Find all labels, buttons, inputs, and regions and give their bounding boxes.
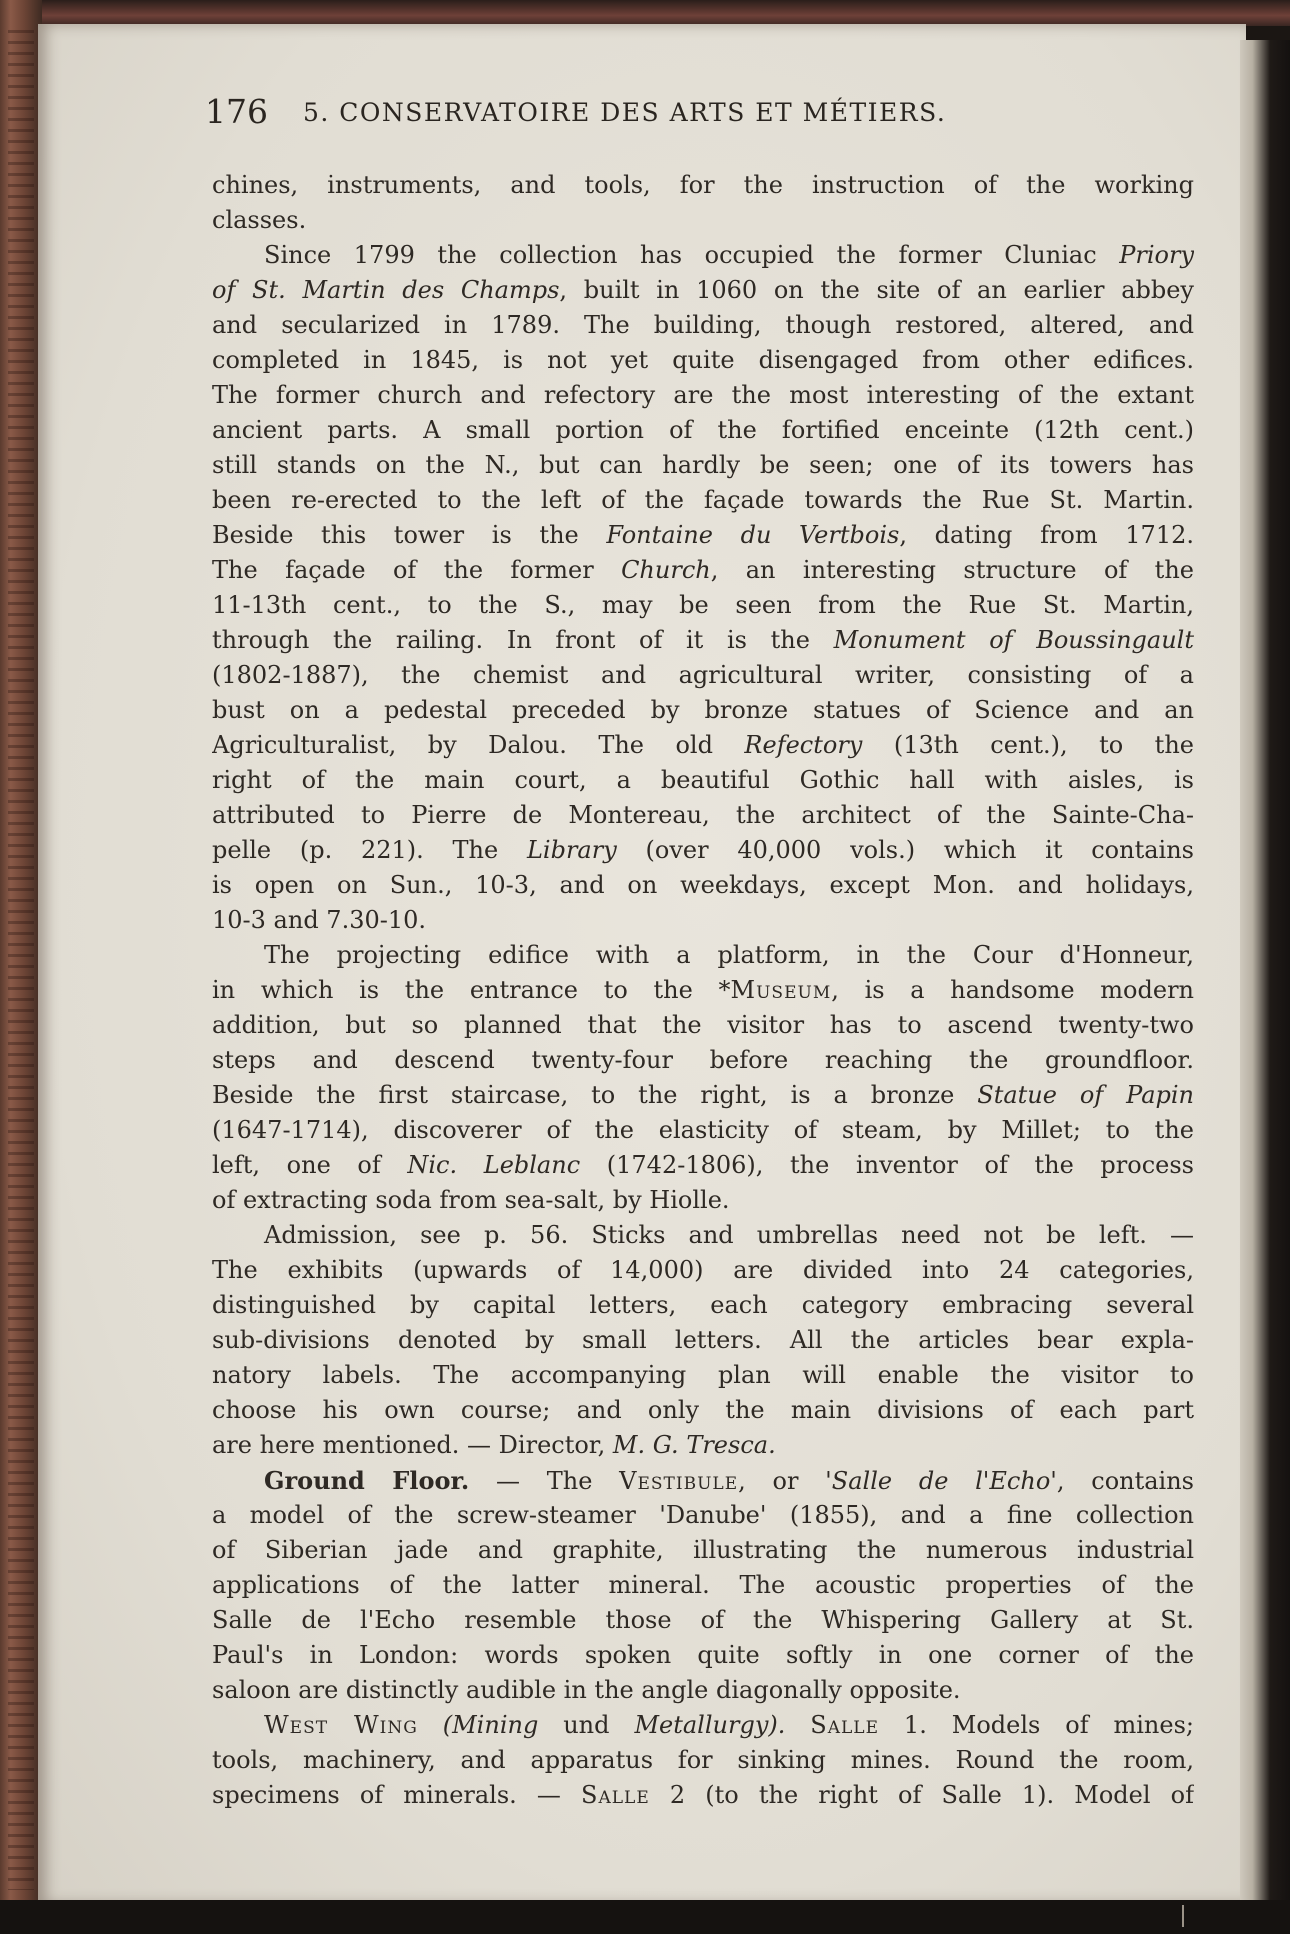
text-line: of extracting soda from sea-salt, by Hiolle. (212, 1186, 730, 1214)
text-line: West Wing (Mining und Metallurgy). Salle 1. Models of mines; (264, 1711, 1194, 1739)
text-line: The façade of the former Church, an interesting structure of the (212, 556, 1194, 584)
page-right-edge (1240, 40, 1290, 1900)
text-line: attributed to Pierre de Montereau, the architect of the Sainte-Cha- (212, 801, 1194, 829)
text-line: a model of the screw-steamer 'Danube' (1855), and a fine collection (212, 1501, 1194, 1529)
text-line: classes. (212, 206, 307, 234)
text-line: completed in 1845, is not yet quite disengaged from other edifices. (212, 346, 1194, 374)
text-line: distinguished by capital letters, each category embracing several (212, 1291, 1194, 1319)
book-spine (0, 0, 42, 1934)
text-line: (1802-1887), the chemist and agricultural writer, consisting of a (212, 661, 1194, 689)
text-line: steps and descend twenty-four before reaching the groundfloor. (212, 1046, 1194, 1074)
text-line: bust on a pedestal preceded by bronze statues of Science and an (212, 696, 1194, 724)
page-mark (1182, 1905, 1184, 1927)
text-line: Ground Floor. — The Vestibule, or 'Salle de l'Echo', contains (264, 1466, 1194, 1495)
text-line: choose his own course; and only the main divisions of each part (212, 1396, 1194, 1424)
text-line: Beside this tower is the Fontaine du Vertbois, dating from 1712. (212, 521, 1194, 549)
text-line: is open on Sun., 10-3, and on weekdays, except Mon. and holidays, (212, 871, 1194, 899)
text-line: left, one of Nic. Leblanc (1742-1806), the inventor of the process (212, 1151, 1194, 1179)
text-line: Paul's in London: words spoken quite softly in one corner of the (212, 1641, 1194, 1669)
running-title: 5. CONSERVATOIRE DES ARTS ET MÉTIERS. (303, 98, 947, 127)
body-text (212, 168, 1194, 1813)
text-line: The projecting edifice with a platform, in the Cour d'Honneur, (264, 941, 1194, 969)
text-line: of St. Martin des Champs, built in 1060 on the site of an earlier abbey (212, 276, 1194, 304)
text-line: addition, but so planned that the visitor has to ascend twenty-two (212, 1011, 1194, 1039)
text-line: Since 1799 the collection has occupied the former Cluniac Priory (264, 241, 1194, 269)
text-line: are here mentioned. — Director, M. G. Tresca. (212, 1431, 776, 1459)
text-line: sub-divisions denoted by small letters. All the articles bear expla- (212, 1326, 1194, 1354)
text-line: saloon are distinctly audible in the angle diagonally opposite. (212, 1676, 961, 1704)
page-header (205, 92, 1105, 138)
text-line: The former church and refectory are the most interesting of the extant (212, 381, 1194, 409)
text-line: Beside the first staircase, to the right, is a bronze Statue of Papin (212, 1081, 1194, 1109)
text-line: 11-13th cent., to the S., may be seen from the Rue St. Martin, (212, 591, 1194, 619)
spine-texture (8, 30, 34, 1890)
text-line: tools, machinery, and apparatus for sinking mines. Round the room, (212, 1746, 1194, 1774)
page-number: 176 (205, 92, 268, 131)
text-line: pelle (p. 221). The Library (over 40,000 vols.) which it contains (212, 836, 1194, 864)
book-top-edge (0, 0, 1290, 26)
text-line: Agriculturalist, by Dalou. The old Refectory (13th cent.), to the (212, 731, 1194, 759)
book-bottom-edge (0, 1900, 1290, 1934)
text-line: specimens of minerals. — Salle 2 (to the right of Salle 1). Model of (212, 1781, 1194, 1809)
text-line: The exhibits (upwards of 14,000) are divided into 24 categories, (212, 1256, 1194, 1284)
text-line: through the railing. In front of it is the Monument of Boussingault (212, 626, 1194, 654)
text-line: of Siberian jade and graphite, illustrating the numerous industrial (212, 1536, 1194, 1564)
text-line: Admission, see p. 56. Sticks and umbrellas need not be left. — (264, 1221, 1194, 1249)
text-line: Salle de l'Echo resemble those of the Whispering Gallery at St. (212, 1606, 1194, 1634)
text-line: (1647-1714), discoverer of the elasticity of steam, by Millet; to the (212, 1116, 1194, 1144)
text-line: and secularized in 1789. The building, though restored, altered, and (212, 311, 1194, 339)
text-line: natory labels. The accompanying plan will enable the visitor to (212, 1361, 1194, 1389)
text-line: still stands on the N., but can hardly be seen; one of its towers has (212, 451, 1194, 479)
text-line: right of the main court, a beautiful Gothic hall with aisles, is (212, 766, 1194, 794)
text-line: ancient parts. A small portion of the fortified enceinte (12th cent.) (212, 416, 1194, 444)
text-line: in which is the entrance to the *Museum, is a handsome modern (212, 976, 1194, 1004)
text-line: been re-erected to the left of the façade towards the Rue St. Martin. (212, 486, 1194, 514)
text-line: applications of the latter mineral. The acoustic properties of the (212, 1571, 1194, 1599)
text-line: 10-3 and 7.30-10. (212, 906, 427, 934)
text-line: chines, instruments, and tools, for the instruction of the working (212, 171, 1194, 199)
